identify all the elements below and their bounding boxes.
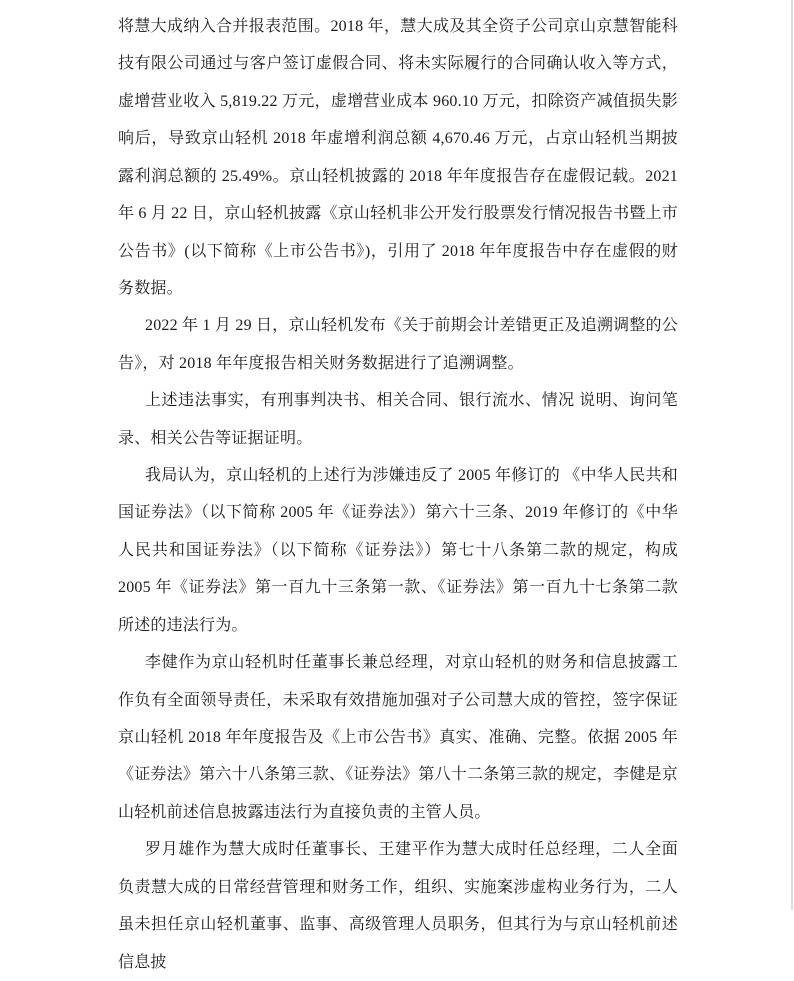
paragraph-retrospective-adjustment: 2022 年 1 月 29 日，京山轻机发布《关于前期会计差错更正及追溯调整的公告》，对 2018 年年度报告相关财务数据进行了追溯调整。 — [118, 317, 678, 372]
paragraph-luo-wang-responsibility: 罗月雄作为慧大成时任董事长、王建平作为慧大成时任总经理，二人全面负责慧大成的日常经营管理和财务工作，组织、实施案涉虚构业务行为，二人虽未担任京山轻机董事、监事、高级管理人员职务，但其行为与京山轻机前述信息披 — [118, 841, 678, 971]
paragraph-legal-findings: 我局认为，京山轻机的上述行为涉嫌违反了 2005 年修订的 《中华人民共和国证券法》（以下简称 2005 年《证券法》）第六十三条、2019 年修订的《中华人民共和国证券法》（以下简称《证券法》）第七十八条第二款的规定，构成 2005 年《证券法》第一百九十三条第一款、《证券法》第一百九十七条第二款所述的违法行为。 — [118, 467, 678, 634]
paragraph-evidence-statement: 上述违法事实，有刑事判决书、相关合同、银行流水、情况 说明、询问笔录、相关公告等证据证明。 — [118, 392, 678, 447]
paragraph-li-jian-responsibility: 李健作为京山轻机时任董事长兼总经理，对京山轻机的财务和信息披露工作负有全面领导责任，未采取有效措施加强对子公司慧大成的管控，签字保证京山轻机 2018 年年度报告及《上市公告书》真实、准确、完整。依据 2005 年《证券法》第六十八条第三款、《证券法》第八十二条第三款的规定，李健是京山轻机前述信息披露违法行为直接负责的主管人员。 — [118, 654, 678, 821]
page-right-edge-divider — [791, 0, 793, 910]
document-text-block — [118, 8, 678, 981]
paragraph-fraud-facts-continued: 将慧大成纳入合并报表范围。2018 年，慧大成及其全资子公司京山京慧智能科技有限公司通过与客户签订虚假合同、将未实际履行的合同确认收入等方式，虚增营业收入 5,819.22 万元，虚增营业成本 960.10 万元，扣除资产减值损失影响后，导致京山轻机 2018 年虚增利润总额 4,670.46 万元，占京山轻机当期披露利润总额的 25.49%。京山轻机披露的 2018 年年度报告存在虚假记载。2021 年 6 月 22 日，京山轻机披露《京山轻机非公开发行股票发行情况报告书暨上市公告书》(以下简称《上市公告书》)，引用了 2018 年年度报告中存在虚假的财务数据。 — [118, 18, 678, 297]
